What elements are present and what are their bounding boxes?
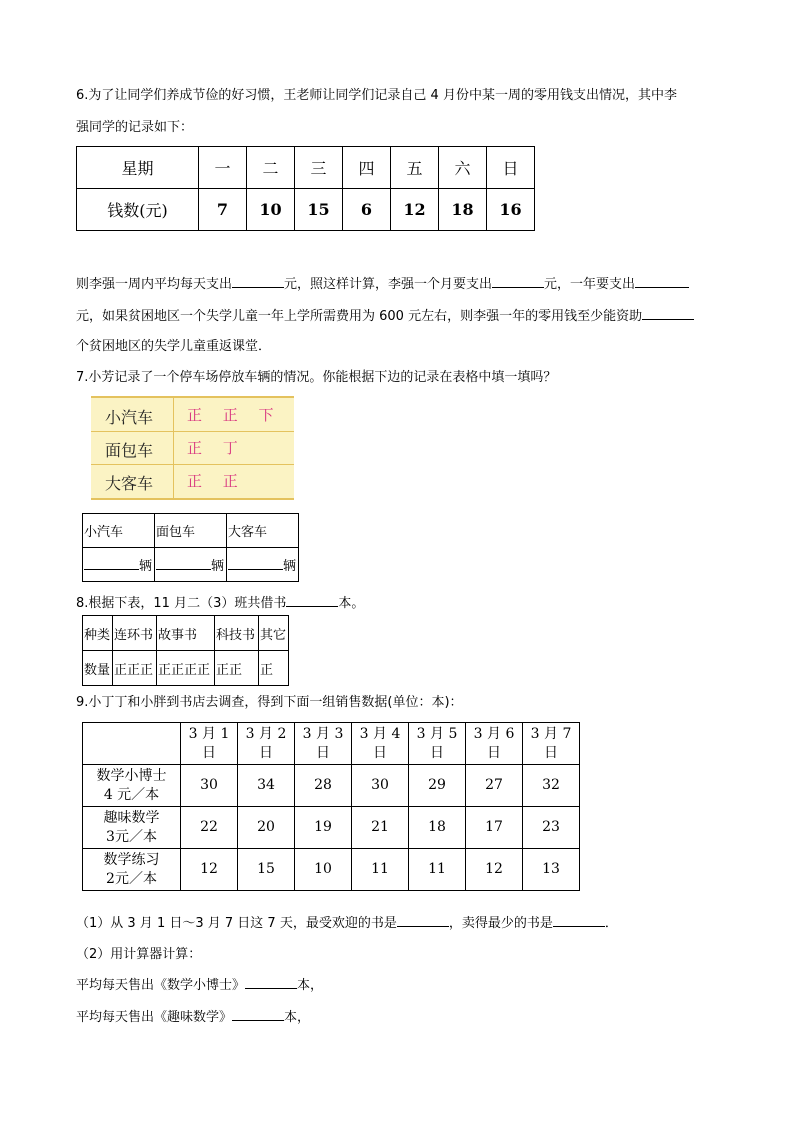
q9-value-cell: 12 [181, 849, 238, 891]
q6-blank-daily[interactable] [232, 275, 284, 288]
q6-value-cell: 7 [199, 189, 247, 231]
q7-blank-car[interactable] [84, 557, 139, 570]
q7-header-cell: 面包车 [155, 514, 227, 548]
q9-date-top: 3 月 1 [188, 725, 230, 742]
q6-day-cell: 六 [439, 147, 487, 189]
q9-date-bottom: 日 [259, 744, 273, 761]
q8-header-row [83, 616, 289, 651]
q9-value-cell: 12 [466, 849, 523, 891]
q9-book-label [83, 807, 181, 849]
q7-tally-row [91, 464, 294, 497]
q8-header-cell: 种类 [83, 616, 113, 651]
q6-value-cell: 18 [439, 189, 487, 231]
q9-sales-table [82, 722, 580, 891]
q7-tally-card [91, 396, 294, 500]
q9-sub1-text-c: ． [604, 916, 618, 931]
q6-text-c: 元，一年要支出 [544, 277, 636, 292]
q9-blank-avg2[interactable] [232, 1008, 284, 1021]
q6-day-cell: 一 [199, 147, 247, 189]
q9-date-top: 3 月 2 [245, 725, 287, 742]
q9-date-cell [181, 723, 238, 765]
q6-fill-line2 [76, 305, 694, 324]
q9-book-label [83, 765, 181, 807]
q6-text-d: 元，如果贫困地区一个失学儿童一年上学所需费用为 600 元左右，则李强一年的零用钱至少能资助 [76, 309, 643, 324]
q7-tally-label: 面包车 [105, 441, 154, 460]
q8-intro [76, 592, 364, 611]
q8-books-table [82, 615, 289, 686]
q9-blank-avg1[interactable] [245, 976, 297, 989]
q6-fill-line3: 个贫困地区的失学儿童重返课堂． [76, 339, 272, 354]
q9-book-price: 3元／本 [106, 828, 157, 845]
q6-text-a: 则李强一周内平均每天支出 [76, 277, 233, 292]
q7-tally-marks: 正 正 下 [187, 406, 282, 424]
q6-blank-children[interactable] [642, 307, 694, 320]
q8-text-b: 本。 [338, 596, 365, 611]
q9-date-top: 3 月 7 [530, 725, 572, 742]
q9-avg2-text-a: 平均每天售出《趣味数学》 [76, 1010, 233, 1025]
q9-value-cell: 20 [238, 807, 295, 849]
q6-day-cell: 日 [487, 147, 535, 189]
q9-value-cell: 32 [523, 765, 580, 807]
q9-value-cell: 22 [181, 807, 238, 849]
q7-tally-label: 大客车 [105, 474, 154, 493]
q6-value-cell: 12 [391, 189, 439, 231]
q7-answer-cell [155, 548, 227, 582]
q9-value-cell: 10 [295, 849, 352, 891]
q9-avg2-text-b: 本， [284, 1010, 311, 1025]
q9-date-top: 3 月 5 [416, 725, 458, 742]
q7-unit: 辆 [283, 559, 297, 574]
q9-value-cell: 11 [409, 849, 466, 891]
q6-day-cell: 三 [295, 147, 343, 189]
q9-date-top: 3 月 6 [473, 725, 515, 742]
q9-value-cell: 18 [409, 807, 466, 849]
q7-intro: 7.小芳记录了一个停车场停放车辆的情况。你能根据下边的记录在表格中填一填吗？ [76, 370, 557, 385]
q9-value-cell: 19 [295, 807, 352, 849]
q6-intro-line1: 6.为了让同学们养成节俭的好习惯，王老师让同学们记录自己 4 月份中某一周的零用钱支出情况，其中李 [76, 88, 677, 103]
q7-tally-marks: 正 正 [187, 472, 246, 490]
q6-value-row [77, 189, 535, 231]
q8-count-row [83, 651, 289, 686]
q8-header-cell: 连环书 [113, 616, 157, 651]
q9-intro: 9.小丁丁和小胖到书店去调查，得到下面一组销售数据(单位：本)： [76, 695, 463, 710]
q9-avg1 [76, 974, 323, 993]
q8-row-cell: 正正 [215, 651, 259, 686]
q7-header-cell: 大客车 [227, 514, 299, 548]
q7-unit: 辆 [139, 559, 153, 574]
q9-value-cell: 23 [523, 807, 580, 849]
q7-tally-label: 小汽车 [105, 408, 154, 427]
q9-date-bottom: 日 [430, 744, 444, 761]
q9-book-name: 数学小博士 [96, 767, 167, 784]
q6-day-cell: 四 [343, 147, 391, 189]
q6-intro-line2: 强同学的记录如下： [76, 120, 194, 135]
q9-sub1-text-b: ，卖得最少的书是 [448, 916, 553, 931]
q9-sub2: （2）用计算器计算： [76, 947, 202, 962]
q7-blank-van[interactable] [156, 557, 211, 570]
q8-header-cell: 科技书 [215, 616, 259, 651]
q9-avg2 [76, 1006, 310, 1025]
q6-header-label: 星期 [77, 147, 199, 189]
q6-value-cell: 16 [487, 189, 535, 231]
q9-value-cell: 11 [352, 849, 409, 891]
q9-book-name: 数学练习 [103, 851, 160, 868]
q9-book-price: 2元／本 [106, 870, 157, 887]
q9-book-name: 趣味数学 [103, 809, 160, 826]
q9-date-cell [409, 723, 466, 765]
q9-date-cell [523, 723, 580, 765]
q7-answer-table [82, 513, 299, 582]
q9-value-cell: 28 [295, 765, 352, 807]
q8-row-cell: 正正正正 [157, 651, 215, 686]
q9-corner-cell [83, 723, 181, 765]
q9-date-bottom: 日 [487, 744, 501, 761]
q7-answer-cell [227, 548, 299, 582]
q9-value-cell: 34 [238, 765, 295, 807]
q9-value-cell: 27 [466, 765, 523, 807]
q9-value-cell: 29 [409, 765, 466, 807]
q8-row-cell: 正 [259, 651, 289, 686]
q6-value-cell: 6 [343, 189, 391, 231]
q7-answer-cell [83, 548, 155, 582]
q8-header-cell: 故事书 [157, 616, 215, 651]
q6-fill-line1 [76, 273, 689, 292]
q9-book-row [83, 765, 580, 807]
q8-text-a: 8.根据下表，11 月二（3）班共借书 [76, 596, 287, 611]
q9-value-cell: 17 [466, 807, 523, 849]
q6-money-table [76, 146, 535, 231]
q9-value-cell: 30 [352, 765, 409, 807]
q9-value-cell: 30 [181, 765, 238, 807]
q6-text-b: 元，照这样计算，李强一个月要支出 [284, 277, 493, 292]
q9-date-bottom: 日 [544, 744, 558, 761]
q9-date-bottom: 日 [202, 744, 216, 761]
q8-blank-total[interactable] [286, 594, 338, 607]
q9-date-bottom: 日 [373, 744, 387, 761]
q9-date-cell [238, 723, 295, 765]
q9-date-top: 3 月 4 [359, 725, 401, 742]
q7-tally-row [91, 431, 294, 464]
q7-header-row [83, 514, 299, 548]
q9-avg1-text-b: 本， [297, 978, 324, 993]
q6-day-cell: 二 [247, 147, 295, 189]
q9-avg1-text-a: 平均每天售出《数学小博士》 [76, 978, 246, 993]
q9-value-cell: 15 [238, 849, 295, 891]
q9-value-cell: 13 [523, 849, 580, 891]
q9-date-cell [352, 723, 409, 765]
q6-day-cell: 五 [391, 147, 439, 189]
q9-book-price: 4 元／本 [103, 786, 160, 803]
q9-date-cell [295, 723, 352, 765]
q9-blank-least[interactable] [553, 914, 605, 927]
q7-blank-bus[interactable] [228, 557, 283, 570]
q7-answer-row [83, 548, 299, 582]
q6-value-cell: 10 [247, 189, 295, 231]
q9-sub1 [76, 912, 618, 931]
q9-date-top: 3 月 3 [302, 725, 344, 742]
q9-header-row [83, 723, 580, 765]
q9-blank-popular[interactable] [397, 914, 449, 927]
q6-header-row [77, 147, 535, 189]
q9-date-cell [466, 723, 523, 765]
q9-date-bottom: 日 [316, 744, 330, 761]
q8-header-cell: 其它 [259, 616, 289, 651]
q9-value-cell: 21 [352, 807, 409, 849]
q8-row-cell: 正正正 [113, 651, 157, 686]
q6-row-label: 钱数(元) [77, 189, 199, 231]
q6-blank-month[interactable] [492, 275, 544, 288]
q9-book-row [83, 849, 580, 891]
q8-row-cell: 数量 [83, 651, 113, 686]
q6-value-cell: 15 [295, 189, 343, 231]
q7-unit: 辆 [211, 559, 225, 574]
q9-sub1-text-a: （1）从 3 月 1 日～3 月 7 日这 7 天，最受欢迎的书是 [76, 916, 397, 931]
q7-tally-marks: 正 丁 [187, 439, 246, 457]
q7-header-cell: 小汽车 [83, 514, 155, 548]
q9-book-label [83, 849, 181, 891]
q9-book-row [83, 807, 580, 849]
q6-blank-year[interactable] [635, 275, 689, 288]
q7-tally-row [91, 398, 294, 431]
